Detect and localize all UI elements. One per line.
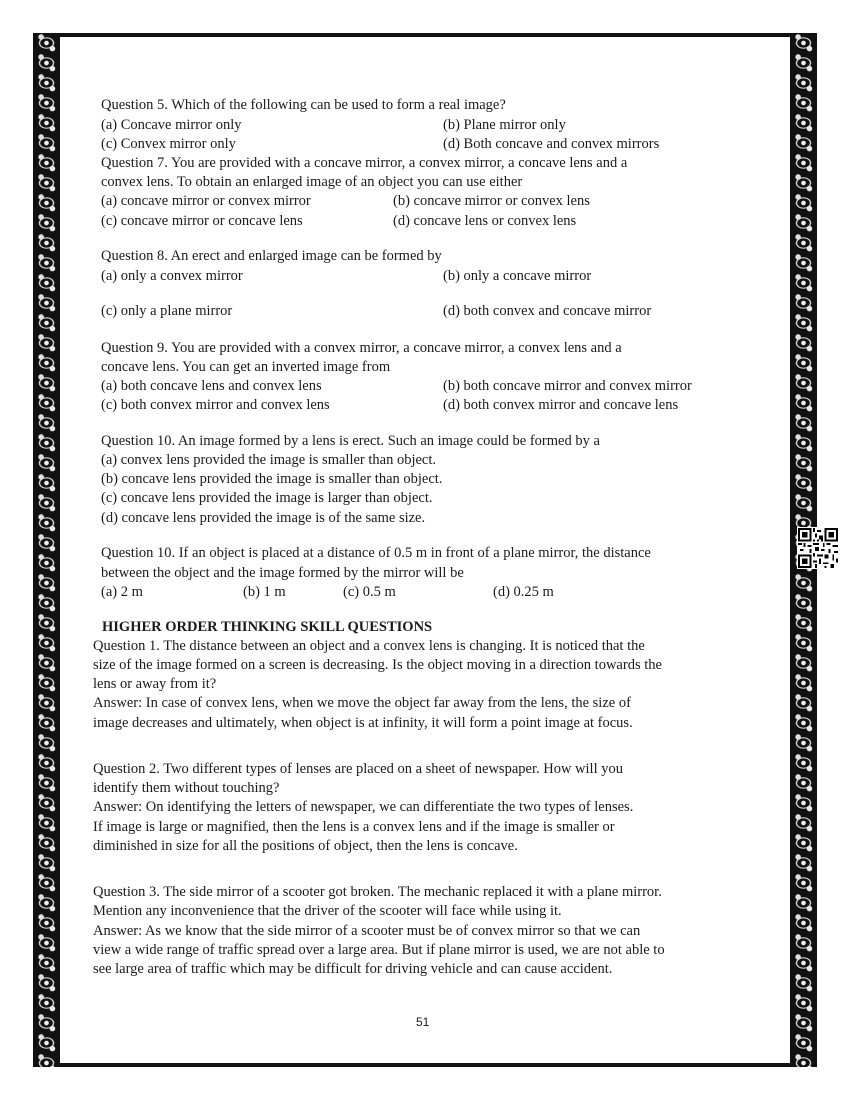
q9-option-c: (c) both convex mirror and convex lens [101,397,330,413]
q7-option-c: (c) concave mirror or concave lens [101,213,303,229]
question-5: Question 5. Which of the following can be used to form a real image? [101,97,506,113]
hots-q1-answer-line-1: Answer: In case of convex lens, when we move the object far away from the lens, the size of [93,695,631,711]
q10-lens-option-d: (d) concave lens provided the image is of the same size. [101,510,426,526]
left-ornamental-border [33,33,60,1067]
q8-option-c: (c) only a plane mirror [101,303,233,319]
q10-mirror-option-c: (c) 0.5 m [343,584,396,600]
qr-code-image [797,527,839,569]
question-10-lens: Question 10. An image formed by a lens is erect. Such an image could be formed by a [101,433,600,449]
q10-mirror-option-b: (b) 1 m [243,584,286,600]
q9-option-a: (a) both concave lens and convex lens [101,378,322,394]
q8-option-b: (b) only a concave mirror [443,268,592,284]
q10-mirror-option-d: (d) 0.25 m [493,584,554,600]
q8-option-a: (a) only a convex mirror [101,268,243,284]
hots-q2-answer-line-1: Answer: On identifying the letters of newspaper, we can differentiate the two types of lenses. [93,799,634,815]
q10-mirror-option-a: (a) 2 m [101,584,143,600]
hots-q3-line-2: Mention any inconvenience that the driver of the scooter will face while using it. [93,903,562,919]
question-10-mirror-line-1: Question 10. If an object is placed at a distance of 0.5 m in front of a plane mirror, the distance [101,545,651,561]
q9-option-b: (b) both concave mirror and convex mirror [443,378,692,394]
question-7-line-2: convex lens. To obtain an enlarged image of an object you can use either [101,174,523,190]
q5-option-b: (b) Plane mirror only [443,117,566,133]
hots-q2-answer-line-3: diminished in size for all the positions of object, then the lens is concave. [93,838,518,854]
hots-q2-line-1: Question 2. Two different types of lenses are placed on a sheet of newspaper. How will you [93,761,623,777]
page-number: 51 [416,1015,430,1029]
hots-q2-answer-line-2: If image is large or magnified, then the lens is a convex lens and if the image is smaller or [93,819,615,835]
q9-option-d: (d) both convex mirror and concave lens [443,397,679,413]
hots-q1-line-1: Question 1. The distance between an object and a convex lens is changing. It is noticed that the [93,638,645,654]
q8-option-d: (d) both convex and concave mirror [443,303,652,319]
question-8: Question 8. An erect and enlarged image can be formed by [101,248,442,264]
q5-option-a: (a) Concave mirror only [101,117,242,133]
question-7-line-1: Question 7. You are provided with a concave mirror, a convex mirror, a concave lens and a [101,155,628,171]
q7-option-b: (b) concave mirror or convex lens [393,193,590,209]
q5-option-c: (c) Convex mirror only [101,136,236,152]
qr-code-icon [798,528,838,568]
hots-q3-answer-line-1: Answer: As we know that the side mirror of a scooter must be of convex mirror so that we can [93,923,641,939]
q7-option-a: (a) concave mirror or convex mirror [101,193,311,209]
hots-q3-line-1: Question 3. The side mirror of a scooter got broken. The mechanic replaced it with a plane mirror. [93,884,662,900]
q10-lens-option-a: (a) convex lens provided the image is smaller than object. [101,452,437,468]
q5-option-d: (d) Both concave and convex mirrors [443,136,660,152]
question-10-mirror-line-2: between the object and the image formed by the mirror will be [101,565,464,581]
q10-lens-option-b: (b) concave lens provided the image is smaller than object. [101,471,443,487]
hots-q3-answer-line-2: view a wide range of traffic spread over a large area. But if plane mirror is used, we are not able to [93,942,665,958]
question-9-line-2: concave lens. You can get an inverted image from [101,359,391,375]
hots-q2-line-2: identify them without touching? [93,780,280,796]
hots-q3-answer-line-3: see large area of traffic which may be difficult for driving vehicle and can cause accident. [93,961,613,977]
hots-q1-line-2: size of the image formed on a screen is decreasing. Is the object moving in a direction towards the [93,657,662,673]
hots-heading: HIGHER ORDER THINKING SKILL QUESTIONS [102,619,433,635]
question-9-line-1: Question 9. You are provided with a convex mirror, a concave mirror, a convex lens and a [101,340,622,356]
hots-q1-line-3: lens or away from it? [93,676,217,692]
q10-lens-option-c: (c) concave lens provided the image is larger than object. [101,490,433,506]
q7-option-d: (d) concave lens or convex lens [393,213,577,229]
hots-q1-answer-line-2: image decreases and ultimately, when object is at infinity, it will form a point image at focus. [93,715,633,731]
